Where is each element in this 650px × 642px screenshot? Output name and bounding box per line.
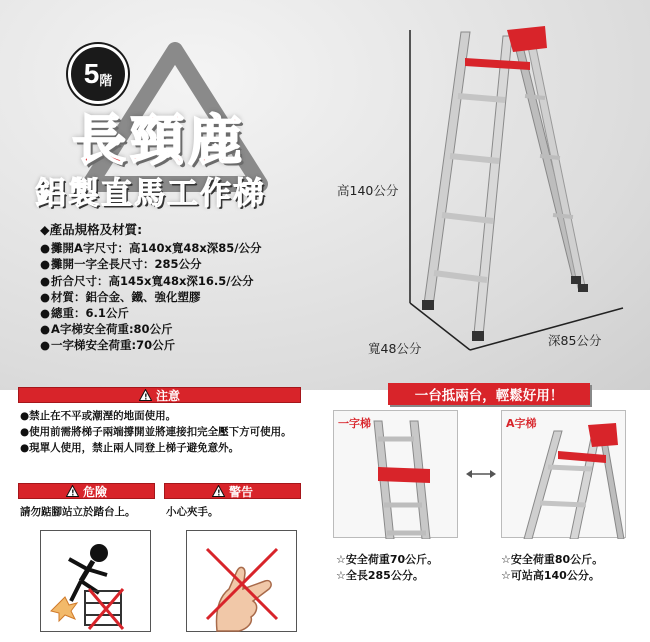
- a-frame-ladder-label: A字梯: [506, 417, 537, 430]
- compare-title: 一台抵兩台，輕鬆好用！: [388, 383, 590, 405]
- tiptoe-fall-icon: [41, 531, 152, 633]
- a-frame-ladder-panel: [501, 410, 626, 538]
- danger-pictogram: [40, 530, 151, 632]
- feature-item: ☆ 全長285公分。: [336, 568, 438, 584]
- step-count-number: 5: [83, 58, 100, 89]
- feature-item: ☆ 可站高140公分。: [501, 568, 603, 584]
- product-title: 長頸鹿: [72, 109, 246, 172]
- spec-heading: ◆產品規格及材質:: [40, 222, 143, 237]
- caution-title: 注意: [155, 388, 180, 403]
- height-dimension-label: 高140公分: [337, 183, 399, 198]
- warning-triangle-icon: [66, 485, 79, 497]
- caution-item: ● 現單人使用，禁止兩人同登上梯子避免意外。: [20, 440, 320, 456]
- spec-item: ● 攤開A字尺寸：高140x寬48x深85/公分: [40, 240, 262, 256]
- double-arrow-icon: [466, 468, 496, 480]
- svg-text:!: !: [216, 488, 221, 497]
- warning-bar: [164, 483, 301, 499]
- warning-pictogram: [186, 530, 297, 632]
- danger-bar: [18, 483, 155, 499]
- straight-ladder-panel: [333, 410, 458, 538]
- depth-dimension-label: 深85公分: [548, 333, 602, 348]
- svg-text:!: !: [70, 488, 75, 497]
- caution-bar: [18, 387, 301, 403]
- feature-item: ☆ 安全荷重80公斤。: [501, 552, 603, 568]
- danger-title: 危險: [82, 484, 107, 499]
- svg-text:!: !: [143, 392, 148, 401]
- spec-item: ● 總重：6.1公斤: [40, 305, 262, 321]
- danger-text: 請勿踮腳站立於踏台上。: [20, 506, 136, 518]
- width-dimension-label: 寬48公分: [368, 341, 422, 356]
- spec-item: ● 攤開一字全長尺寸：285公分: [40, 256, 262, 272]
- spec-list: [40, 222, 262, 354]
- product-subtitle: 鋁製直馬工作梯: [35, 176, 266, 212]
- a-frame-ladder-features: [501, 552, 603, 584]
- straight-ladder-label: 一字梯: [338, 417, 371, 430]
- pinched-hand-icon: [187, 531, 298, 633]
- feature-item: ☆ 安全荷重70公斤。: [336, 552, 438, 568]
- spec-item: ● 材質：鋁合金、鐵、強化塑膠: [40, 289, 262, 305]
- spec-item: ● A字梯安全荷重:80公斤: [40, 321, 262, 337]
- warning-title: 警告: [228, 484, 253, 499]
- warning-text: 小心夾手。: [166, 506, 219, 518]
- step-count-badge: [68, 44, 128, 104]
- caution-item: ● 使用前需將梯子兩端撐開並將連接扣完全壓下方可使用。: [20, 424, 320, 440]
- caution-list: [20, 408, 320, 456]
- step-count-unit: 階: [99, 73, 113, 89]
- ladder-illustration: [395, 18, 635, 358]
- warning-triangle-icon: [212, 485, 225, 497]
- straight-ladder-features: [336, 552, 438, 584]
- spec-item: ● 一字梯安全荷重:70公斤: [40, 337, 262, 353]
- warning-triangle-icon: [139, 389, 152, 401]
- spec-item: ● 折合尺寸：高145x寬48x深16.5/公分: [40, 273, 262, 289]
- caution-item: ● 禁止在不平或潮溼的地面使用。: [20, 408, 320, 424]
